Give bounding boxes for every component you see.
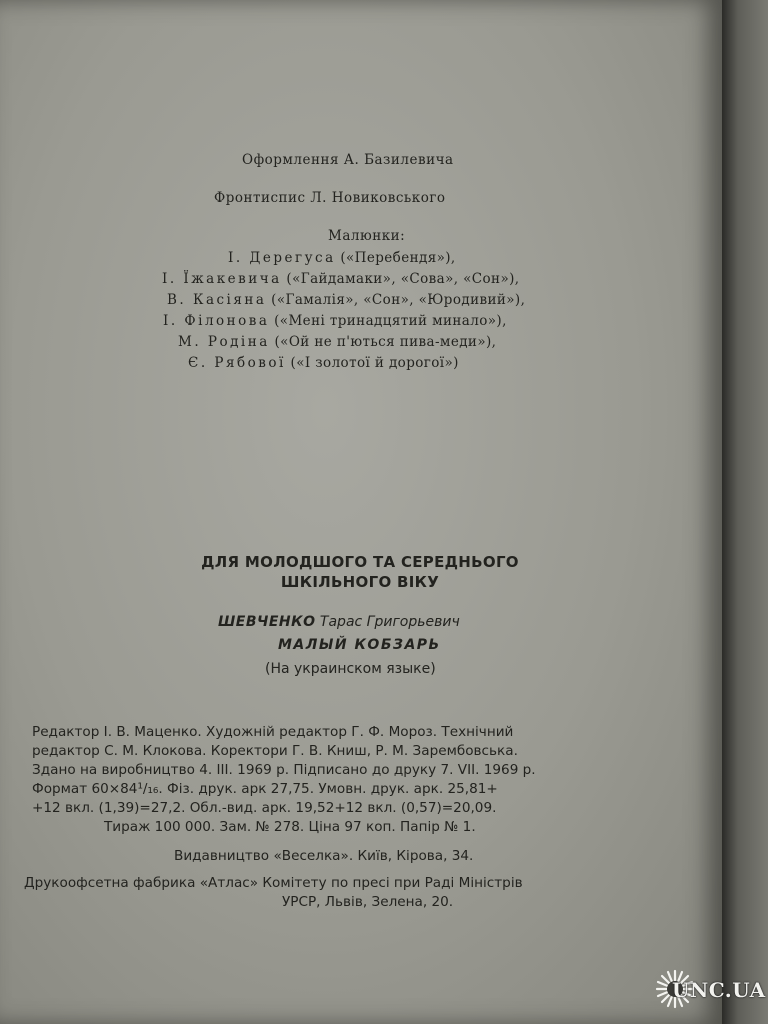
illustrator-name: В. Касіяна [167,292,267,308]
illustrator-line [162,271,519,287]
imprint-line: УРСР, Львів, Зелена, 20. [282,894,454,910]
illustrator-works: («Мені тринадцятий минало»), [274,313,507,329]
illustrator-works: («Ой не п'ються пива-меди»), [274,334,497,350]
imprint-line: Здано на виробництво 4. III. 1969 р. Підписано до друку 7. VII. 1969 р. [32,762,536,778]
imprint-line: Формат 60×84¹/₁₆. Фіз. друк. арк 27,75. Умовн. друк. арк. 25,81+ [32,781,498,797]
illustrator-line [178,334,496,350]
book-gutter [722,0,768,1024]
author-line [218,614,460,630]
illustrator-name: І. Їжакевича [162,271,282,287]
illustrator-name: І. Філонова [163,313,270,329]
watermark [652,966,764,1014]
illustrator-works: («Перебендя»), [340,250,456,266]
language-note: (На украинском языке) [265,661,436,677]
illustrator-line [188,355,459,371]
illustrator-line [167,292,525,308]
illustrator-works: («Гамалія», «Сон», «Юродивий»), [271,292,526,308]
illustrator-name: М. Родіна [178,334,270,350]
illustrator-line [163,313,507,329]
audience-line-1: ДЛЯ МОЛОДШОГО ТА СЕРЕДНЬОГО [201,553,519,571]
imprint-line: Друкоофсетна фабрика «Атлас» Комітету по пресі при Раді Міністрів [24,875,523,891]
imprint-line: +12 вкл. (1,39)=27,2. Обл.-вид. арк. 19,52+12 вкл. (0,57)=20,09. [32,800,497,816]
imprint-line: Видавництво «Веселка». Київ, Кірова, 34. [174,848,474,864]
design-credit: Оформлення А. Базилевича [242,152,454,168]
imprint-line: редактор С. М. Клокова. Коректори Г. В. Книш, Р. М. Зарембовська. [32,743,518,759]
author-surname: ШЕВЧЕНКО [218,614,316,630]
illustrator-works: («Гайдамаки», «Сова», «Сон»), [286,271,520,287]
frontispiece-credit: Фронтиспис Л. Новиковського [214,190,446,206]
illustrator-name: І. Дерегуса [228,250,336,266]
illustrator-line [228,250,456,266]
illustrator-name: Є. Рябової [188,355,286,371]
audience-line-2: ШКІЛЬНОГО ВІКУ [280,573,440,591]
watermark-text: UNC.UA [672,978,766,1002]
author-given-names: Тарас Григорьевич [319,614,460,630]
illustrations-heading: Малюнки: [328,228,406,244]
illustrator-works: («І золотої й дорогої») [290,355,459,371]
imprint-line: Редактор І. В. Маценко. Художній редактор Г. Ф. Мороз. Технічний [32,724,514,740]
book-title: МАЛЫЙ КОБЗАРЬ [278,637,441,653]
imprint-line: Тираж 100 000. Зам. № 278. Ціна 97 коп. Папір № 1. [104,819,476,835]
